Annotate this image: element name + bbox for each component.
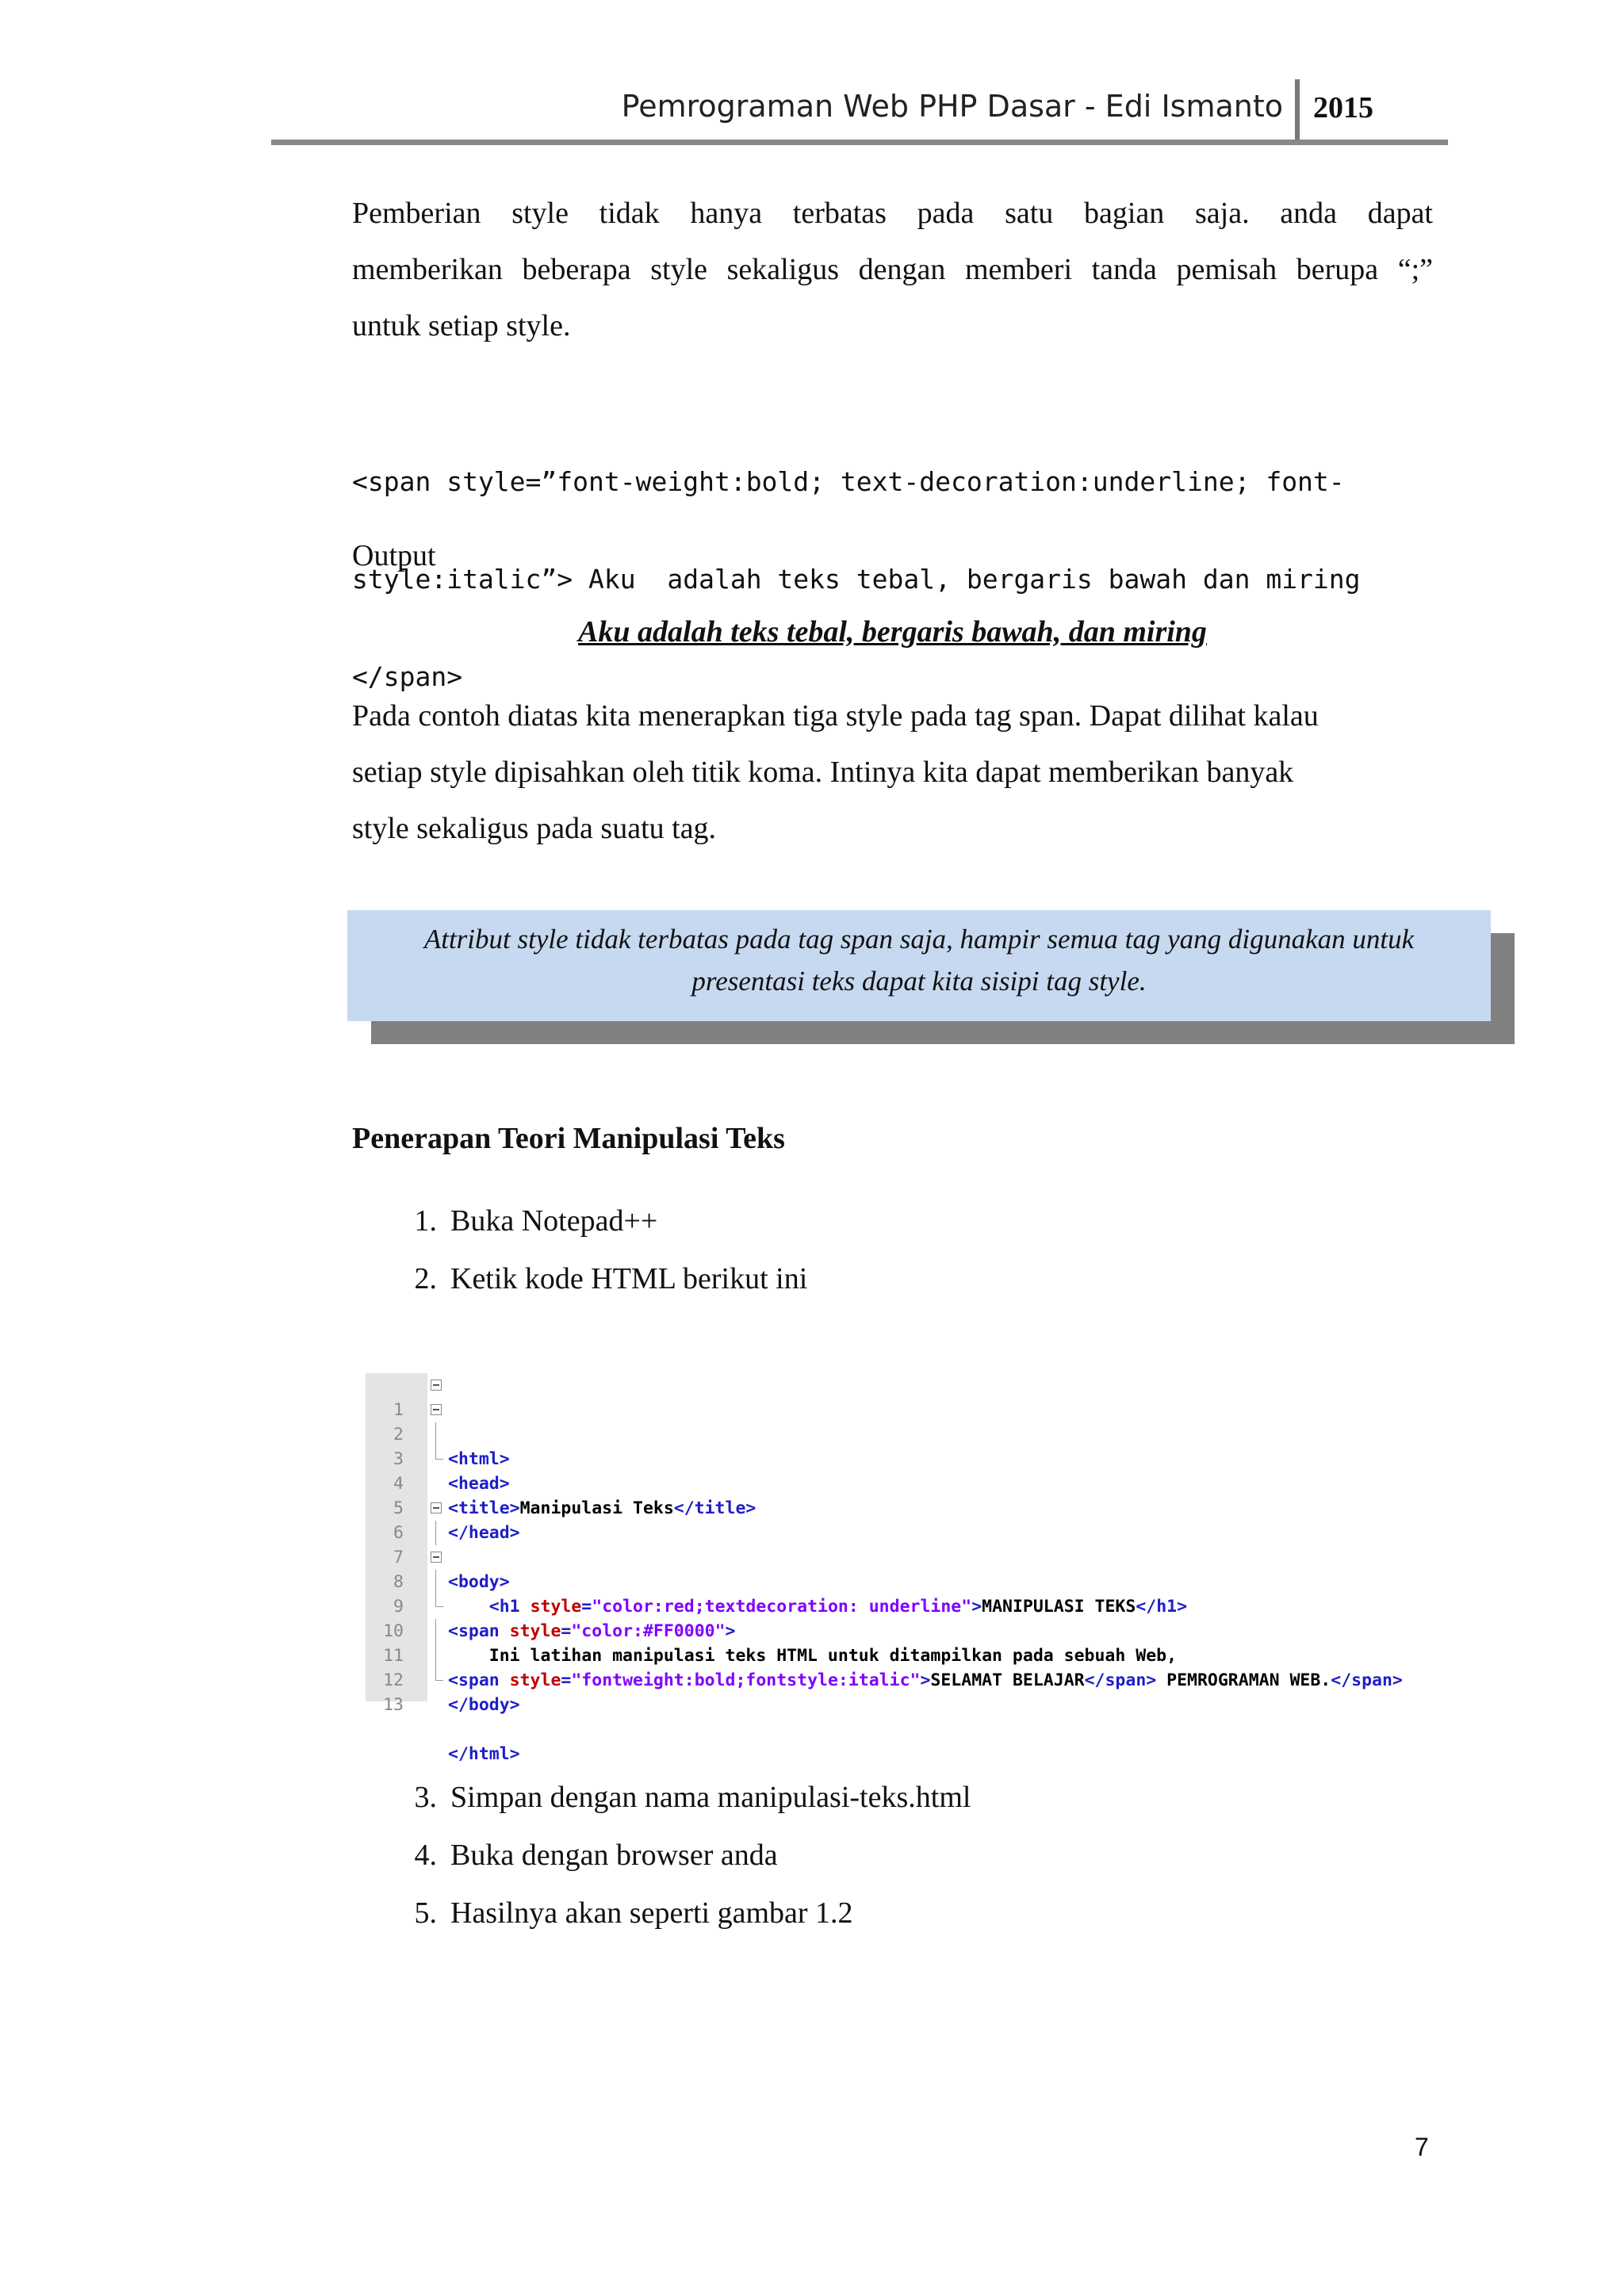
- code-token: "fontweight:bold;fontstyle:italic": [571, 1670, 921, 1690]
- fold-line-icon: [435, 1521, 437, 1545]
- line-number: 2: [393, 1425, 404, 1445]
- code-token: PEMROGRAMAN WEB.: [1156, 1670, 1331, 1690]
- fold-line-icon: [435, 1570, 437, 1594]
- code-token: Ini latihan manipulasi teks HTML untuk ditampilkan pada sebuah Web,: [488, 1646, 1178, 1666]
- fold-minus-icon: [431, 1552, 442, 1563]
- code-token: </span>: [1331, 1670, 1403, 1690]
- list-item-number: 2.: [414, 1262, 437, 1295]
- code-token: </html>: [448, 1744, 520, 1764]
- code-token: >: [971, 1597, 982, 1617]
- code-token: </span>: [1084, 1670, 1157, 1690]
- fold-line-icon: [435, 1644, 437, 1668]
- note-box: [347, 910, 1491, 1021]
- line-number: 7: [393, 1548, 404, 1567]
- line-number: 4: [393, 1474, 404, 1494]
- header-separator: [1295, 79, 1300, 143]
- page-number: 7: [1415, 2133, 1429, 2161]
- editor-screenshot: [366, 1373, 1476, 1764]
- code-token: <body>: [448, 1572, 510, 1592]
- code-token: =: [561, 1670, 572, 1690]
- running-header-title: Pemrograman Web PHP Dasar - Edi Ismanto: [621, 89, 1283, 124]
- line-number: 11: [383, 1646, 404, 1666]
- note-line-1: Attribut style tidak terbatas pada tag span saja, hampir semua tag yang digunakan untuk: [423, 924, 1415, 955]
- list-item-text: Buka dengan browser anda: [450, 1839, 778, 1872]
- code-token: <span: [448, 1621, 510, 1641]
- list-item-text: Ketik kode HTML berikut ini: [450, 1262, 808, 1295]
- explanation-line-1: Pada contoh diatas kita menerapkan tiga style pada tag span. Dapat dilihat kalau: [352, 699, 1319, 733]
- code-token: style: [530, 1597, 582, 1617]
- code-line-1: <span style=”font-weight:bold; text-decoration:underline; font-: [352, 466, 1345, 497]
- line-number: 6: [393, 1523, 404, 1543]
- list-item-number: 5.: [414, 1896, 437, 1930]
- code-token: >: [725, 1621, 736, 1641]
- code-token: Manipulasi Teks: [519, 1498, 674, 1518]
- code-token: >: [920, 1670, 931, 1690]
- output-demo-text: Aku adalah teks tebal, bergaris bawah, dan miring: [578, 615, 1207, 649]
- editor-line: [366, 1644, 407, 1690]
- output-label: Output: [352, 539, 436, 572]
- explanation-line-2: setiap style dipisahkan oleh titik koma. Intinya kita dapat memberikan banyak: [352, 756, 1294, 789]
- code-token: </title>: [673, 1498, 756, 1518]
- code-line-2: style:italic”> Aku adalah teks tebal, bergaris bawah dan miring: [352, 564, 1361, 595]
- fold-end-icon: [435, 1668, 443, 1681]
- editor-line: [366, 1471, 407, 1518]
- fold-end-icon: [435, 1594, 443, 1607]
- code-token: </body>: [448, 1695, 520, 1715]
- fold-line-icon: [435, 1422, 437, 1447]
- intro-line-2: memberikan beberapa style sekaligus dengan memberi tanda pemisah berupa “;”: [352, 253, 1433, 286]
- code-token: style: [509, 1670, 561, 1690]
- explanation-line-3: style sekaligus pada suatu tag.: [352, 812, 717, 845]
- list-item-text: Hasilnya akan seperti gambar 1.2: [450, 1896, 853, 1930]
- line-number: 13: [383, 1695, 404, 1715]
- code-token: </head>: [448, 1523, 520, 1543]
- note-line-2: presentasi teks dapat kita sisipi tag style.: [691, 966, 1147, 997]
- explanation-paragraph: [352, 688, 1433, 857]
- list-item-text: Simpan dengan nama manipulasi-teks.html: [450, 1781, 971, 1814]
- code-token: <h1: [488, 1597, 530, 1617]
- intro-line-3: untuk setiap style.: [352, 309, 571, 342]
- list-item-text: Buka Notepad++: [450, 1204, 658, 1238]
- code-token: </h1>: [1136, 1597, 1188, 1617]
- line-number: 5: [393, 1498, 404, 1518]
- code-token: <title>: [448, 1498, 520, 1518]
- fold-minus-icon: [431, 1404, 442, 1415]
- code-token: style: [509, 1621, 561, 1641]
- code-token: <head>: [448, 1474, 510, 1494]
- code-token: <html>: [448, 1449, 510, 1469]
- line-number: 3: [393, 1449, 404, 1469]
- section-title: Penerapan Teori Manipulasi Teks: [352, 1122, 785, 1155]
- editor-line: [366, 1373, 510, 1469]
- intro-line-1: Pemberian style tidak hanya terbatas pada satu bagian saja. anda dapat: [352, 197, 1433, 230]
- fold-minus-icon: [431, 1502, 442, 1513]
- header-rule: [271, 140, 1448, 145]
- code-token: <span: [448, 1670, 510, 1690]
- code-token: "color:red;textdecoration: underline": [592, 1597, 972, 1617]
- code-token: =: [581, 1597, 592, 1617]
- line-number: 12: [383, 1670, 404, 1690]
- line-number: 8: [393, 1572, 404, 1592]
- code-token: SELAMAT BELAJAR: [930, 1670, 1085, 1690]
- intro-paragraph: [352, 186, 1433, 354]
- line-number: 1: [393, 1400, 404, 1420]
- line-number: 10: [383, 1621, 404, 1641]
- line-number: 9: [393, 1597, 404, 1617]
- fold-minus-icon: [431, 1380, 442, 1391]
- list-item-number: 1.: [414, 1204, 437, 1238]
- header-year: 2015: [1313, 91, 1373, 124]
- code-token: MANIPULASI TEKS: [982, 1597, 1136, 1617]
- fold-end-icon: [435, 1447, 443, 1460]
- fold-line-icon: [435, 1619, 437, 1644]
- code-token: "color:#FF0000": [571, 1621, 726, 1641]
- code-line-3: </span>: [352, 661, 463, 692]
- code-token: =: [561, 1621, 572, 1641]
- list-item-number: 3.: [414, 1781, 437, 1814]
- list-item-number: 4.: [414, 1839, 437, 1872]
